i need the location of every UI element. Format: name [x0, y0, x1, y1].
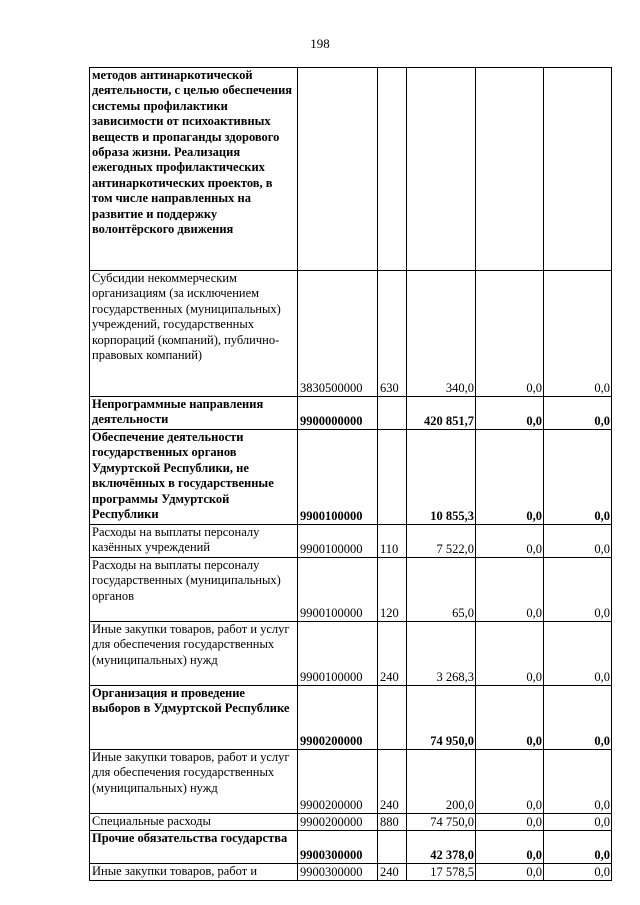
row-amount-year2-cell: 0,0: [476, 430, 544, 525]
row-name-cell: Непрограммные направления деятельности: [90, 397, 298, 430]
row-expense-type-cell: 240: [378, 864, 407, 881]
row-expense-type-cell: [378, 430, 407, 525]
row-amount-year2-cell: 0,0: [476, 525, 544, 558]
table-row: [90, 430, 612, 525]
row-amount-year2-cell: [476, 68, 544, 271]
row-amount-year1-cell: 200,0: [407, 750, 476, 814]
row-name-cell: Расходы на выплаты персоналу государственных (муниципальных) органов: [90, 558, 298, 622]
row-amount-year1-cell: 3 268,3: [407, 622, 476, 686]
row-code-cell: 9900100000: [298, 558, 378, 622]
row-name-cell: Прочие обязательства государства: [90, 831, 298, 864]
row-amount-year2-cell: 0,0: [476, 686, 544, 750]
row-amount-year1-cell: 74 950,0: [407, 686, 476, 750]
row-expense-type-cell: [378, 397, 407, 430]
row-amount-year2-cell: 0,0: [476, 814, 544, 831]
row-expense-type-cell: 240: [378, 622, 407, 686]
row-amount-year3-cell: 0,0: [544, 831, 612, 864]
row-amount-year2-cell: 0,0: [476, 271, 544, 397]
row-name-cell: методов антинаркотической деятельности, с целью обеспечения системы профилактики зависимости от психоактивных веществ и пропаганды здорового образа жизни. Реализация ежегодных профилактических антинаркотических проектов, в том числе направленных на развитие и поддержку волонтёрского движения: [90, 68, 298, 271]
row-code-cell: 9900100000: [298, 622, 378, 686]
row-code-cell: 9900100000: [298, 525, 378, 558]
row-code-cell: 9900300000: [298, 864, 378, 881]
table-row: [90, 397, 612, 430]
table-row: [90, 68, 612, 271]
row-amount-year3-cell: 0,0: [544, 750, 612, 814]
row-amount-year1-cell: 340,0: [407, 271, 476, 397]
row-expense-type-cell: 240: [378, 750, 407, 814]
row-amount-year3-cell: 0,0: [544, 271, 612, 397]
row-amount-year3-cell: 0,0: [544, 397, 612, 430]
row-amount-year3-cell: [544, 68, 612, 271]
row-expense-type-cell: 630: [378, 271, 407, 397]
row-expense-type-cell: [378, 686, 407, 750]
table-row: [90, 525, 612, 558]
row-name-cell: Расходы на выплаты персоналу казённых учреждений: [90, 525, 298, 558]
row-code-cell: 9900200000: [298, 686, 378, 750]
row-amount-year3-cell: 0,0: [544, 622, 612, 686]
row-amount-year3-cell: 0,0: [544, 814, 612, 831]
budget-table: [89, 67, 612, 881]
row-expense-type-cell: 110: [378, 525, 407, 558]
row-amount-year1-cell: 7 522,0: [407, 525, 476, 558]
row-amount-year2-cell: 0,0: [476, 622, 544, 686]
row-name-cell: Организация и проведение выборов в Удмуртской Республике: [90, 686, 298, 750]
table-row: [90, 558, 612, 622]
table-row: [90, 750, 612, 814]
row-name-cell: Специальные расходы: [90, 814, 298, 831]
table-row: [90, 686, 612, 750]
row-expense-type-cell: 120: [378, 558, 407, 622]
row-amount-year1-cell: 42 378,0: [407, 831, 476, 864]
row-amount-year2-cell: 0,0: [476, 831, 544, 864]
budget-table-body: [90, 68, 612, 881]
table-row: [90, 831, 612, 864]
table-row: [90, 864, 612, 881]
row-amount-year3-cell: 0,0: [544, 558, 612, 622]
row-code-cell: 9900300000: [298, 831, 378, 864]
row-name-cell: Иные закупки товаров, работ и: [90, 864, 298, 881]
row-expense-type-cell: 880: [378, 814, 407, 831]
row-code-cell: [298, 68, 378, 271]
row-amount-year3-cell: 0,0: [544, 525, 612, 558]
row-amount-year2-cell: 0,0: [476, 864, 544, 881]
row-code-cell: 9900200000: [298, 814, 378, 831]
table-row: [90, 271, 612, 397]
row-amount-year2-cell: 0,0: [476, 397, 544, 430]
row-code-cell: 9900000000: [298, 397, 378, 430]
row-expense-type-cell: [378, 68, 407, 271]
row-amount-year2-cell: 0,0: [476, 750, 544, 814]
row-amount-year3-cell: 0,0: [544, 686, 612, 750]
row-amount-year1-cell: 17 578,5: [407, 864, 476, 881]
row-amount-year1-cell: [407, 68, 476, 271]
row-name-cell: Иные закупки товаров, работ и услуг для обеспечения государственных (муниципальных) нужд: [90, 750, 298, 814]
row-amount-year3-cell: 0,0: [544, 430, 612, 525]
table-row: [90, 622, 612, 686]
row-amount-year3-cell: 0,0: [544, 864, 612, 881]
row-amount-year2-cell: 0,0: [476, 558, 544, 622]
row-expense-type-cell: [378, 831, 407, 864]
row-code-cell: 9900100000: [298, 430, 378, 525]
row-name-cell: Обеспечение деятельности государственных органов Удмуртской Республики, не включённых в государственные программы Удмуртской Республики: [90, 430, 298, 525]
page-number: 198: [310, 36, 330, 51]
table-row: [90, 814, 612, 831]
row-code-cell: 9900200000: [298, 750, 378, 814]
row-amount-year1-cell: 65,0: [407, 558, 476, 622]
row-amount-year1-cell: 420 851,7: [407, 397, 476, 430]
row-amount-year1-cell: 10 855,3: [407, 430, 476, 525]
row-name-cell: Иные закупки товаров, работ и услуг для обеспечения государственных (муниципальных) нужд: [90, 622, 298, 686]
row-name-cell: Субсидии некоммерческим организациям (за исключением государственных (муниципальных) учреждений, государственных корпораций (компаний), публично-правовых компаний): [90, 271, 298, 397]
row-code-cell: 3830500000: [298, 271, 378, 397]
row-amount-year1-cell: 74 750,0: [407, 814, 476, 831]
